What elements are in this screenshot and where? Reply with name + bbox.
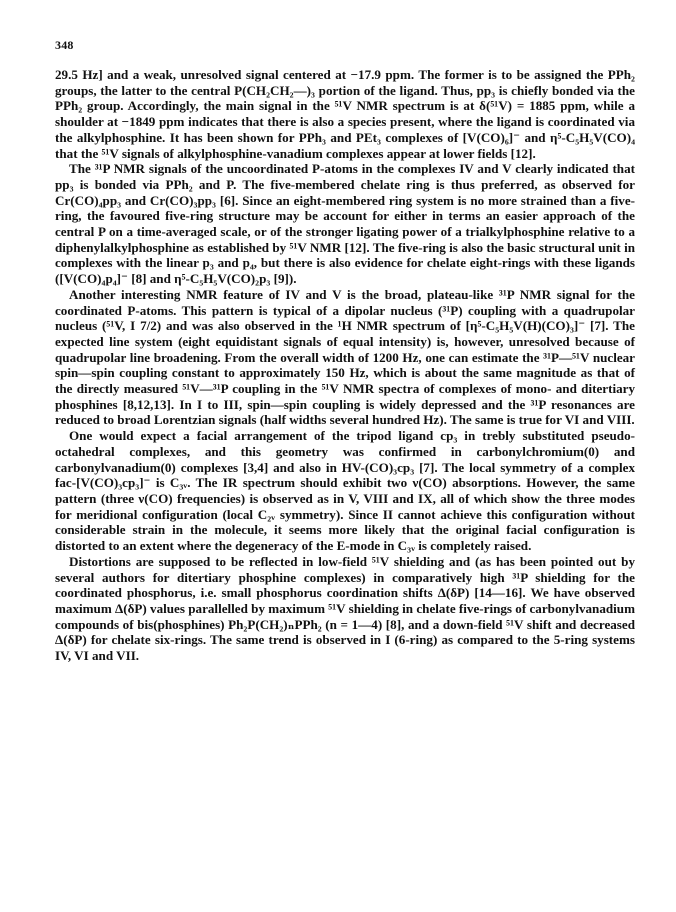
document-page	[55, 38, 635, 664]
paragraph-2: The ³¹P NMR signals of the uncoordinated P-atoms in the complexes IV and V clearly indicated that pp₃ is bonded via PPh₂ and P. The five-membered chelate ring is thus preferred, as observed for Cr(CO)₄pp₃ and Cr(CO)₃pp₃ [6]. Since an eight-membered ring system is no more strained than a five-ring, the favoured five-ring structure may be account for either in terms an easier approach of the central P on a time-averaged scale, or of the stronger ligating power of a trialkylphosphine relative to a diphenylalkylphosphine as established by ⁵¹V NMR [12]. The five-ring is also the basic structural unit in complexes with the linear p₃ and p₄, but there is also evidence for chelate eight-rings with these ligands ([V(CO)₄p₄]⁻ [8] and η⁵-C₅H₅V(CO)₂p₃ [9]).	[55, 161, 635, 287]
paragraph-1: 29.5 Hz] and a weak, unresolved signal centered at −17.9 ppm. The former is to be assigned the PPh₂ groups, the latter to the central P(CH₂CH₂—)₃ portion of the ligand. Thus, pp₃ is chiefly bonded via the PPh₂ group. Accordingly, the main signal in the ⁵¹V NMR spectrum is at δ(⁵¹V) = 1885 ppm, while a shoulder at −1849 ppm indicates that there is also a species present, where the ligand is coordinated via the alkylphosphine. It has been shown for PPh₃ and PEt₃ complexes of [V(CO)₆]⁻ and η⁵-C₅H₅V(CO)₄ that the ⁵¹V signals of alkylphosphine-vanadium complexes appear at lower fields [12].	[55, 67, 635, 161]
paragraph-3: Another interesting NMR feature of IV and V is the broad, plateau-like ³¹P NMR signal for the coordinated P-atoms. This pattern is typical of a dipolar nucleus (³¹P) coupling with a quadrupolar nucleus (⁵¹V, I 7/2) and was also observed in the ¹H NMR spectrum of [η⁵-C₅H₅V(H)(CO)₃]⁻ [7]. The expected line system (eight equidistant signals of equal intensity) is, however, unresolved because of quadrupolar line broadening. From the overall width of 1200 Hz, one can estimate the ³¹P—⁵¹V nuclear spin—spin coupling constant to approximately 150 Hz, which is about the same magnitude as that of the directly measured ⁵¹V—³¹P coupling in the ⁵¹V NMR spectra of complexes of mono- and ditertiary phosphines [8,12,13]. In I to III, spin—spin coupling is widely depressed and the ³¹P resonances are reduced to broad Lorentzian signals (half widths several hundred Hz). The same is true for VI and VIII.	[55, 286, 635, 428]
body-text	[55, 67, 635, 664]
page-number: 348	[55, 38, 74, 52]
paragraph-4: One would expect a facial arrangement of the tripod ligand cp₃ in trebly substituted pseudo-octahedral complexes, and this geometry was confirmed in carbonylchromium(0) and carbonylvanadium(0) complexes [3,4] and also in HV-(CO)₃cp₃ [7]. The local symmetry of a complex fac-[V(CO)₃cp₃]⁻ is C₃ᵥ. The IR spectrum should exhibit two ν(CO) absorptions. However, the same pattern (three ν(CO) frequencies) is observed as in V, VIII and IX, all of which show the three modes for meridional configuration (local C₂ᵥ symmetry). Since II cannot achieve this configuration without considerable strain in the molecule, it seems more likely that the original facial configuration is distorted to an extent where the degeneracy of the E-mode in C₃ᵥ is completely raised.	[55, 428, 635, 554]
paragraph-5: Distortions are supposed to be reflected in low-field ⁵¹V shielding and (as has been pointed out by several authors for ditertiary phosphine complexes) in comparatively high ³¹P shielding for the coordinated phosphorus, i.e. small phosphorus coordination shifts Δ(δP) [14—16]. We have observed maximum Δ(δP) values parallelled by maximum ⁵¹V shielding in chelate five-rings of carbonylvanadium compounds of bis(phosphines) Ph₂P(CH₂)ₙPPh₂ (n = 1—4) [8], and a down-field ⁵¹V shift and decreased Δ(δP) for chelate six-rings. The same trend is observed in I (6-ring) as compared to the 5-ring systems IV, VI and VII.	[55, 553, 635, 664]
